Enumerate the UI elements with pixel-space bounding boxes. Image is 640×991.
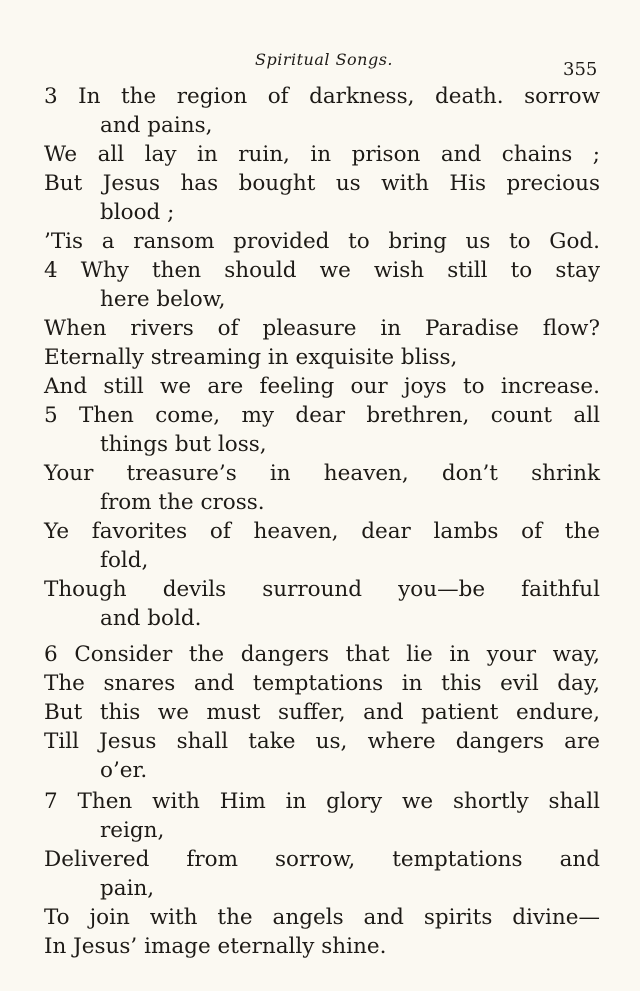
verse-line: Till Jesus shall take us, where dangers are (44, 729, 600, 754)
verse-line: Your treasure’s in heaven, don’t shrink (44, 461, 600, 486)
running-title: Spiritual Songs. (255, 50, 393, 69)
verse-line-continuation: things but loss, (100, 432, 267, 457)
verse-line: 7 Then with Him in glory we shortly shall (44, 789, 600, 814)
verse-line-continuation: fold, (100, 548, 149, 573)
page-number: 355 (563, 59, 598, 80)
verse-line-continuation: and bold. (100, 606, 202, 631)
verse-line: The snares and temptations in this evil day, (44, 671, 600, 696)
verse-line: 3 In the region of darkness, death. sorrow (44, 84, 600, 109)
verse-line: Eternally streaming in exquisite bliss, (44, 345, 458, 370)
verse-line: But this we must suffer, and patient endure, (44, 700, 600, 725)
verse-line: 4 Why then should we wish still to stay (44, 258, 600, 283)
verse-line-continuation: o’er. (100, 758, 148, 783)
verse-line: 5 Then come, my dear brethren, count all (44, 403, 600, 428)
verse-line: We all lay in ruin, in prison and chains ; (44, 142, 600, 167)
verse-line-continuation: pain, (100, 876, 155, 901)
verse-line: Though devils surround you—be faithful (44, 577, 600, 602)
verse-line: 6 Consider the dangers that lie in your way, (44, 642, 600, 667)
verse-line: ’Tis a ransom provided to bring us to God. (44, 229, 600, 254)
verse-line-continuation: blood ; (100, 200, 175, 225)
verse-line-continuation: from the cross. (100, 490, 265, 515)
verse-line-continuation: reign, (100, 818, 165, 843)
verse-line: And still we are feeling our joys to increase. (44, 374, 600, 399)
verse-line-continuation: and pains, (100, 113, 213, 138)
verse-line: Delivered from sorrow, temptations and (44, 847, 600, 872)
verse-line: When rivers of pleasure in Paradise flow? (44, 316, 600, 341)
verse-line: To join with the angels and spirits divine— (44, 905, 600, 930)
verse-line-continuation: here below, (100, 287, 226, 312)
verse-line: Ye favorites of heaven, dear lambs of the (44, 519, 600, 544)
verse-line: But Jesus has bought us with His precious (44, 171, 600, 196)
verse-line: In Jesus’ image eternally shine. (44, 934, 387, 959)
